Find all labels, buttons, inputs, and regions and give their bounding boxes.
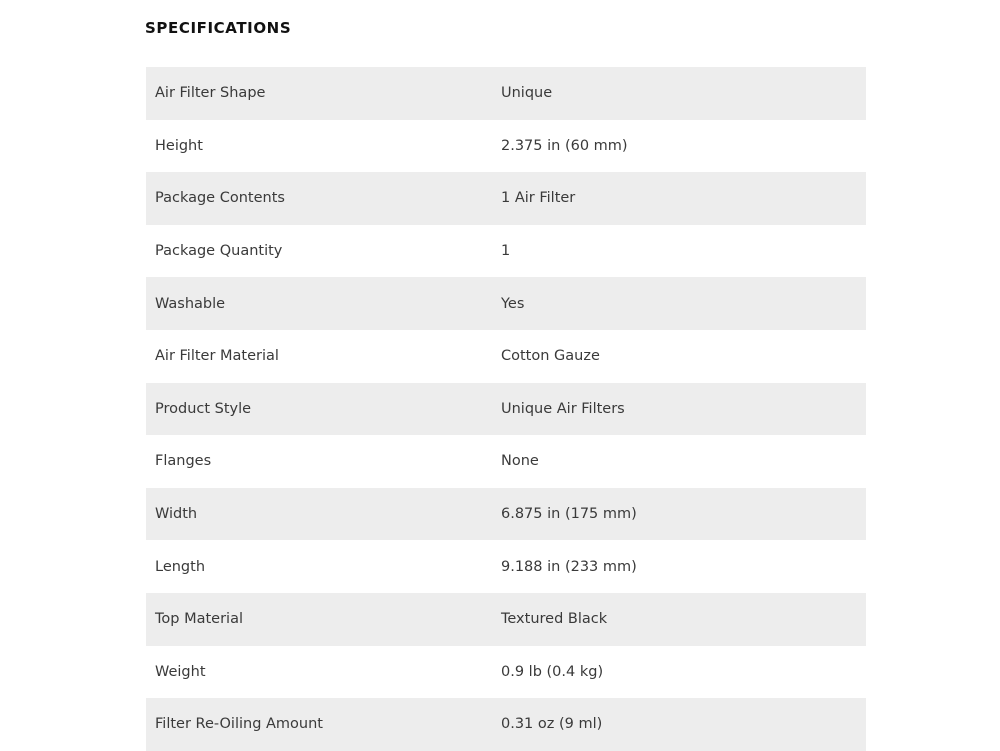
spec-row-package-quantity <box>146 225 866 278</box>
spec-row-width <box>146 488 866 541</box>
spec-label: Weight <box>155 663 206 680</box>
spec-label: Width <box>155 506 198 523</box>
spec-value: 1 <box>501 243 511 260</box>
spec-row-air-filter-material <box>146 330 866 383</box>
spec-label: Air Filter Material <box>155 348 279 365</box>
spec-label: Washable <box>155 295 226 312</box>
spec-value: Unique <box>501 85 553 102</box>
spec-label: Length <box>155 558 206 575</box>
spec-label: Package Contents <box>155 190 285 207</box>
spec-value: 2.375 in (60 mm) <box>501 137 628 154</box>
spec-value: None <box>501 453 539 470</box>
spec-value: 9.188 in (233 mm) <box>501 558 637 575</box>
spec-value: Textured Black <box>501 611 608 628</box>
spec-value: Yes <box>501 295 525 312</box>
spec-row-washable <box>146 277 866 330</box>
spec-row-filter-re-oiling-amount <box>146 698 866 751</box>
spec-label: Product Style <box>155 400 252 417</box>
spec-row-height <box>146 120 866 173</box>
spec-label: Height <box>155 137 203 154</box>
spec-row-length <box>146 540 866 593</box>
spec-label: Top Material <box>155 611 243 628</box>
specifications-table <box>146 67 866 751</box>
spec-label: Flanges <box>155 453 212 470</box>
spec-label: Filter Re-Oiling Amount <box>155 716 323 733</box>
spec-row-package-contents <box>146 172 866 225</box>
spec-value: 1 Air Filter <box>501 190 576 207</box>
spec-row-top-material <box>146 593 866 646</box>
spec-row-flanges <box>146 435 866 488</box>
spec-value: 6.875 in (175 mm) <box>501 506 637 523</box>
spec-value: Unique Air Filters <box>501 400 625 417</box>
spec-row-product-style <box>146 383 866 436</box>
specifications-heading: SPECIFICATIONS <box>145 19 292 37</box>
spec-row-air-filter-shape <box>146 67 866 120</box>
spec-label: Package Quantity <box>155 243 283 260</box>
spec-value: 0.31 oz (9 ml) <box>501 716 603 733</box>
spec-value: Cotton Gauze <box>501 348 600 365</box>
spec-row-weight <box>146 646 866 699</box>
spec-value: 0.9 lb (0.4 kg) <box>501 663 604 680</box>
spec-label: Air Filter Shape <box>155 85 266 102</box>
